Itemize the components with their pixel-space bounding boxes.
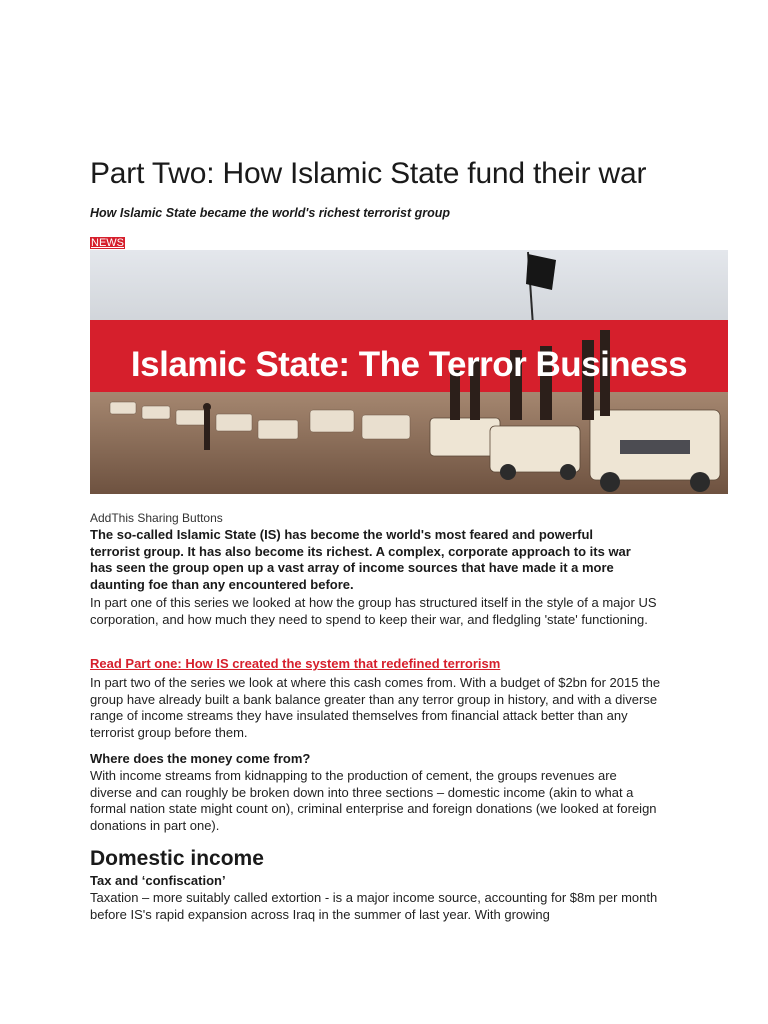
- paragraph-part-two: In part two of the series we look at where this cash comes from. With a budget of $2bn for 2015 the group have already built a bank balance greater than any terror group in history, and with a diverse range of income streams they have insulated themselves from financial attack better than any terrorist group before them.: [90, 675, 661, 740]
- hero-banner-title: Islamic State: The Terror Business: [130, 345, 688, 384]
- article-title: Part Two: How Islamic State fund their war: [90, 157, 647, 190]
- heading-money-source: Where does the money come from?: [90, 751, 311, 766]
- hero-illustration: [90, 250, 728, 494]
- heading-domestic-income: Domestic income: [90, 847, 264, 870]
- hero-image: [90, 250, 728, 494]
- news-tag-link[interactable]: NEWS: [91, 237, 124, 249]
- paragraph-taxation: Taxation – more suitably called extortion - is a major income source, accounting for $8m per month before IS's rapid expansion across Iraq in the summer of last year. With growing: [90, 890, 658, 922]
- heading-tax: Tax and ‘confiscation’: [90, 873, 226, 888]
- article-lead: The so-called Islamic State (IS) has become the world's most feared and powerful terrorist group. It has also become its richest. A complex, corporate approach to its war has seen the group open up a vast array of income sources that have made it a more daunting foe than any encountered before.: [90, 527, 631, 592]
- read-part-one-link[interactable]: Read Part one: How IS created the system that redefined terrorism: [90, 656, 501, 671]
- paragraph-income-streams: With income streams from kidnapping to the production of cement, the groups revenues are diverse and can roughly be broken down into three sections – domestic income (akin to what a formal nation state might count on), criminal enterprise and foreign donations (we looked at foreign donations in part one).: [90, 768, 657, 833]
- article-subtitle: How Islamic State became the world's richest terrorist group: [90, 206, 451, 220]
- share-buttons-label[interactable]: AddThis Sharing Buttons: [90, 511, 223, 525]
- paragraph-part-one: In part one of this series we looked at how the group has structured itself in the style of a major US corporation, and how much they need to spend to keep their war, and fledgling 'state' functioning.: [90, 595, 657, 627]
